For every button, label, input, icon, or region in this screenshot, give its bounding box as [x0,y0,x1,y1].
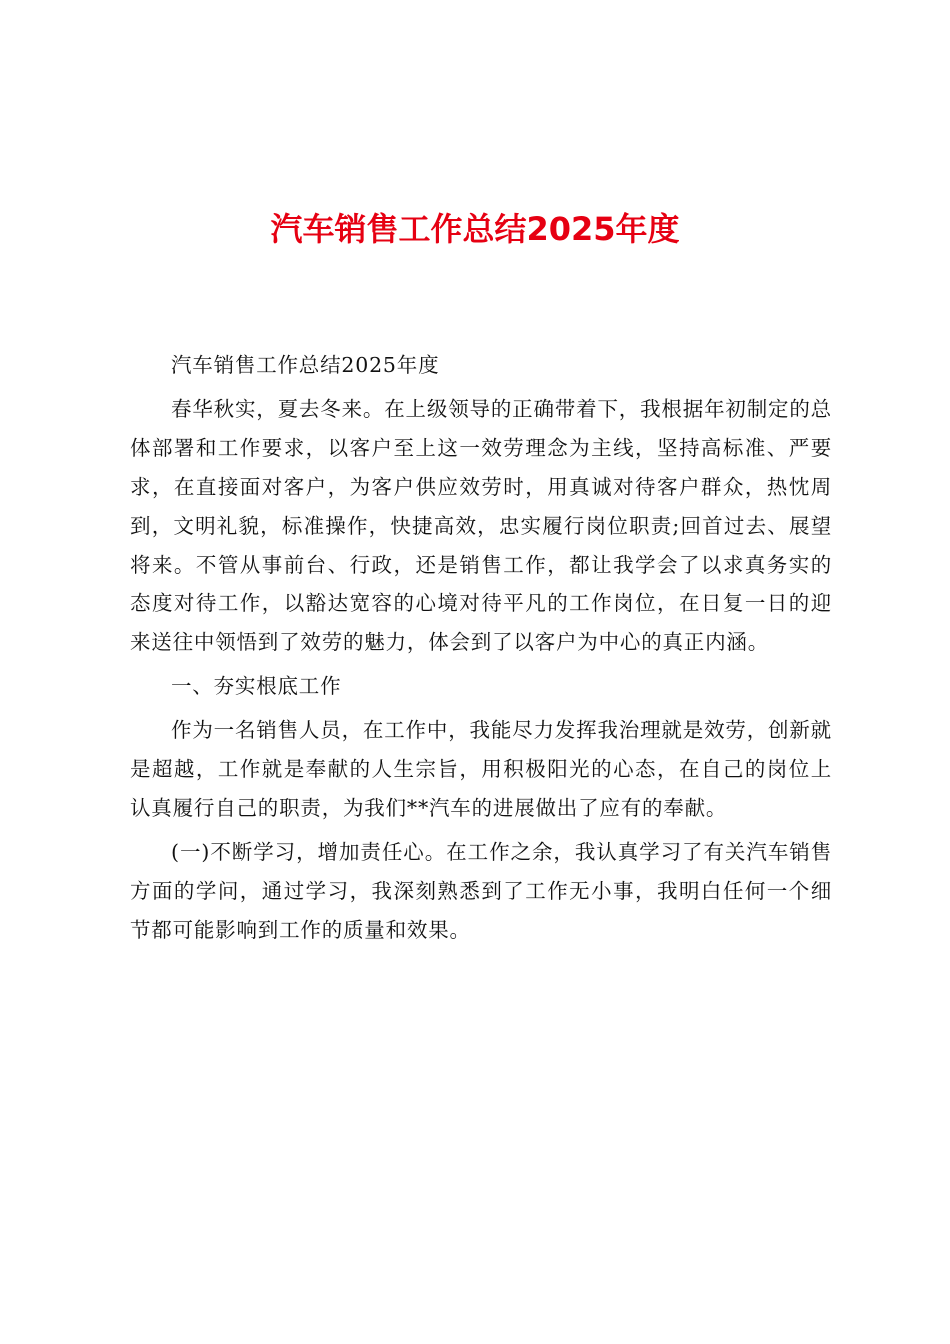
document-title: 汽车销售工作总结2025年度 [270,210,680,249]
paragraph-subtitle: 汽车销售工作总结2025年度 [171,353,440,377]
paragraph-section-1: 作为一名销售人员，在工作中，我能尽力发挥我治理就是效劳，创新就是超越，工作就是奉献的人生宗旨，用积极阳光的心态，在自己的岗位上认真履行自己的职责，为我们**汽车的进展做出了应有的奉献。 [130,718,832,820]
section-heading-1: 一、夯实根底工作 [171,674,342,699]
paragraph-intro: 春华秋实，夏去冬来。在上级领导的正确带着下，我根据年初制定的总体部署和工作要求，以客户至上这一效劳理念为主线，坚持高标准、严要求，在直接面对客户，为客户供应效劳时，用真诚对待客户群众，热忱周到，文明礼貌，标准操作，快捷高效，忠实履行岗位职责;回首过去、展望将来。不管从事前台、行政，还是销售工作，都让我学会了以求真务实的态度对待工作，以豁达宽容的心境对待平凡的工作岗位，在日复一日的迎来送往中领悟到了效劳的魅力，体会到了以客户为中心的真正内涵。 [130,396,832,655]
document-body [130,346,832,955]
paragraph-subsection-1: (一)不断学习，增加责任心。在工作之余，我认真学习了有关汽车销售方面的学问，通过学习，我深刻熟悉到了工作无小事，我明白任何一个细节都可能影响到工作的质量和效果。 [130,839,832,942]
